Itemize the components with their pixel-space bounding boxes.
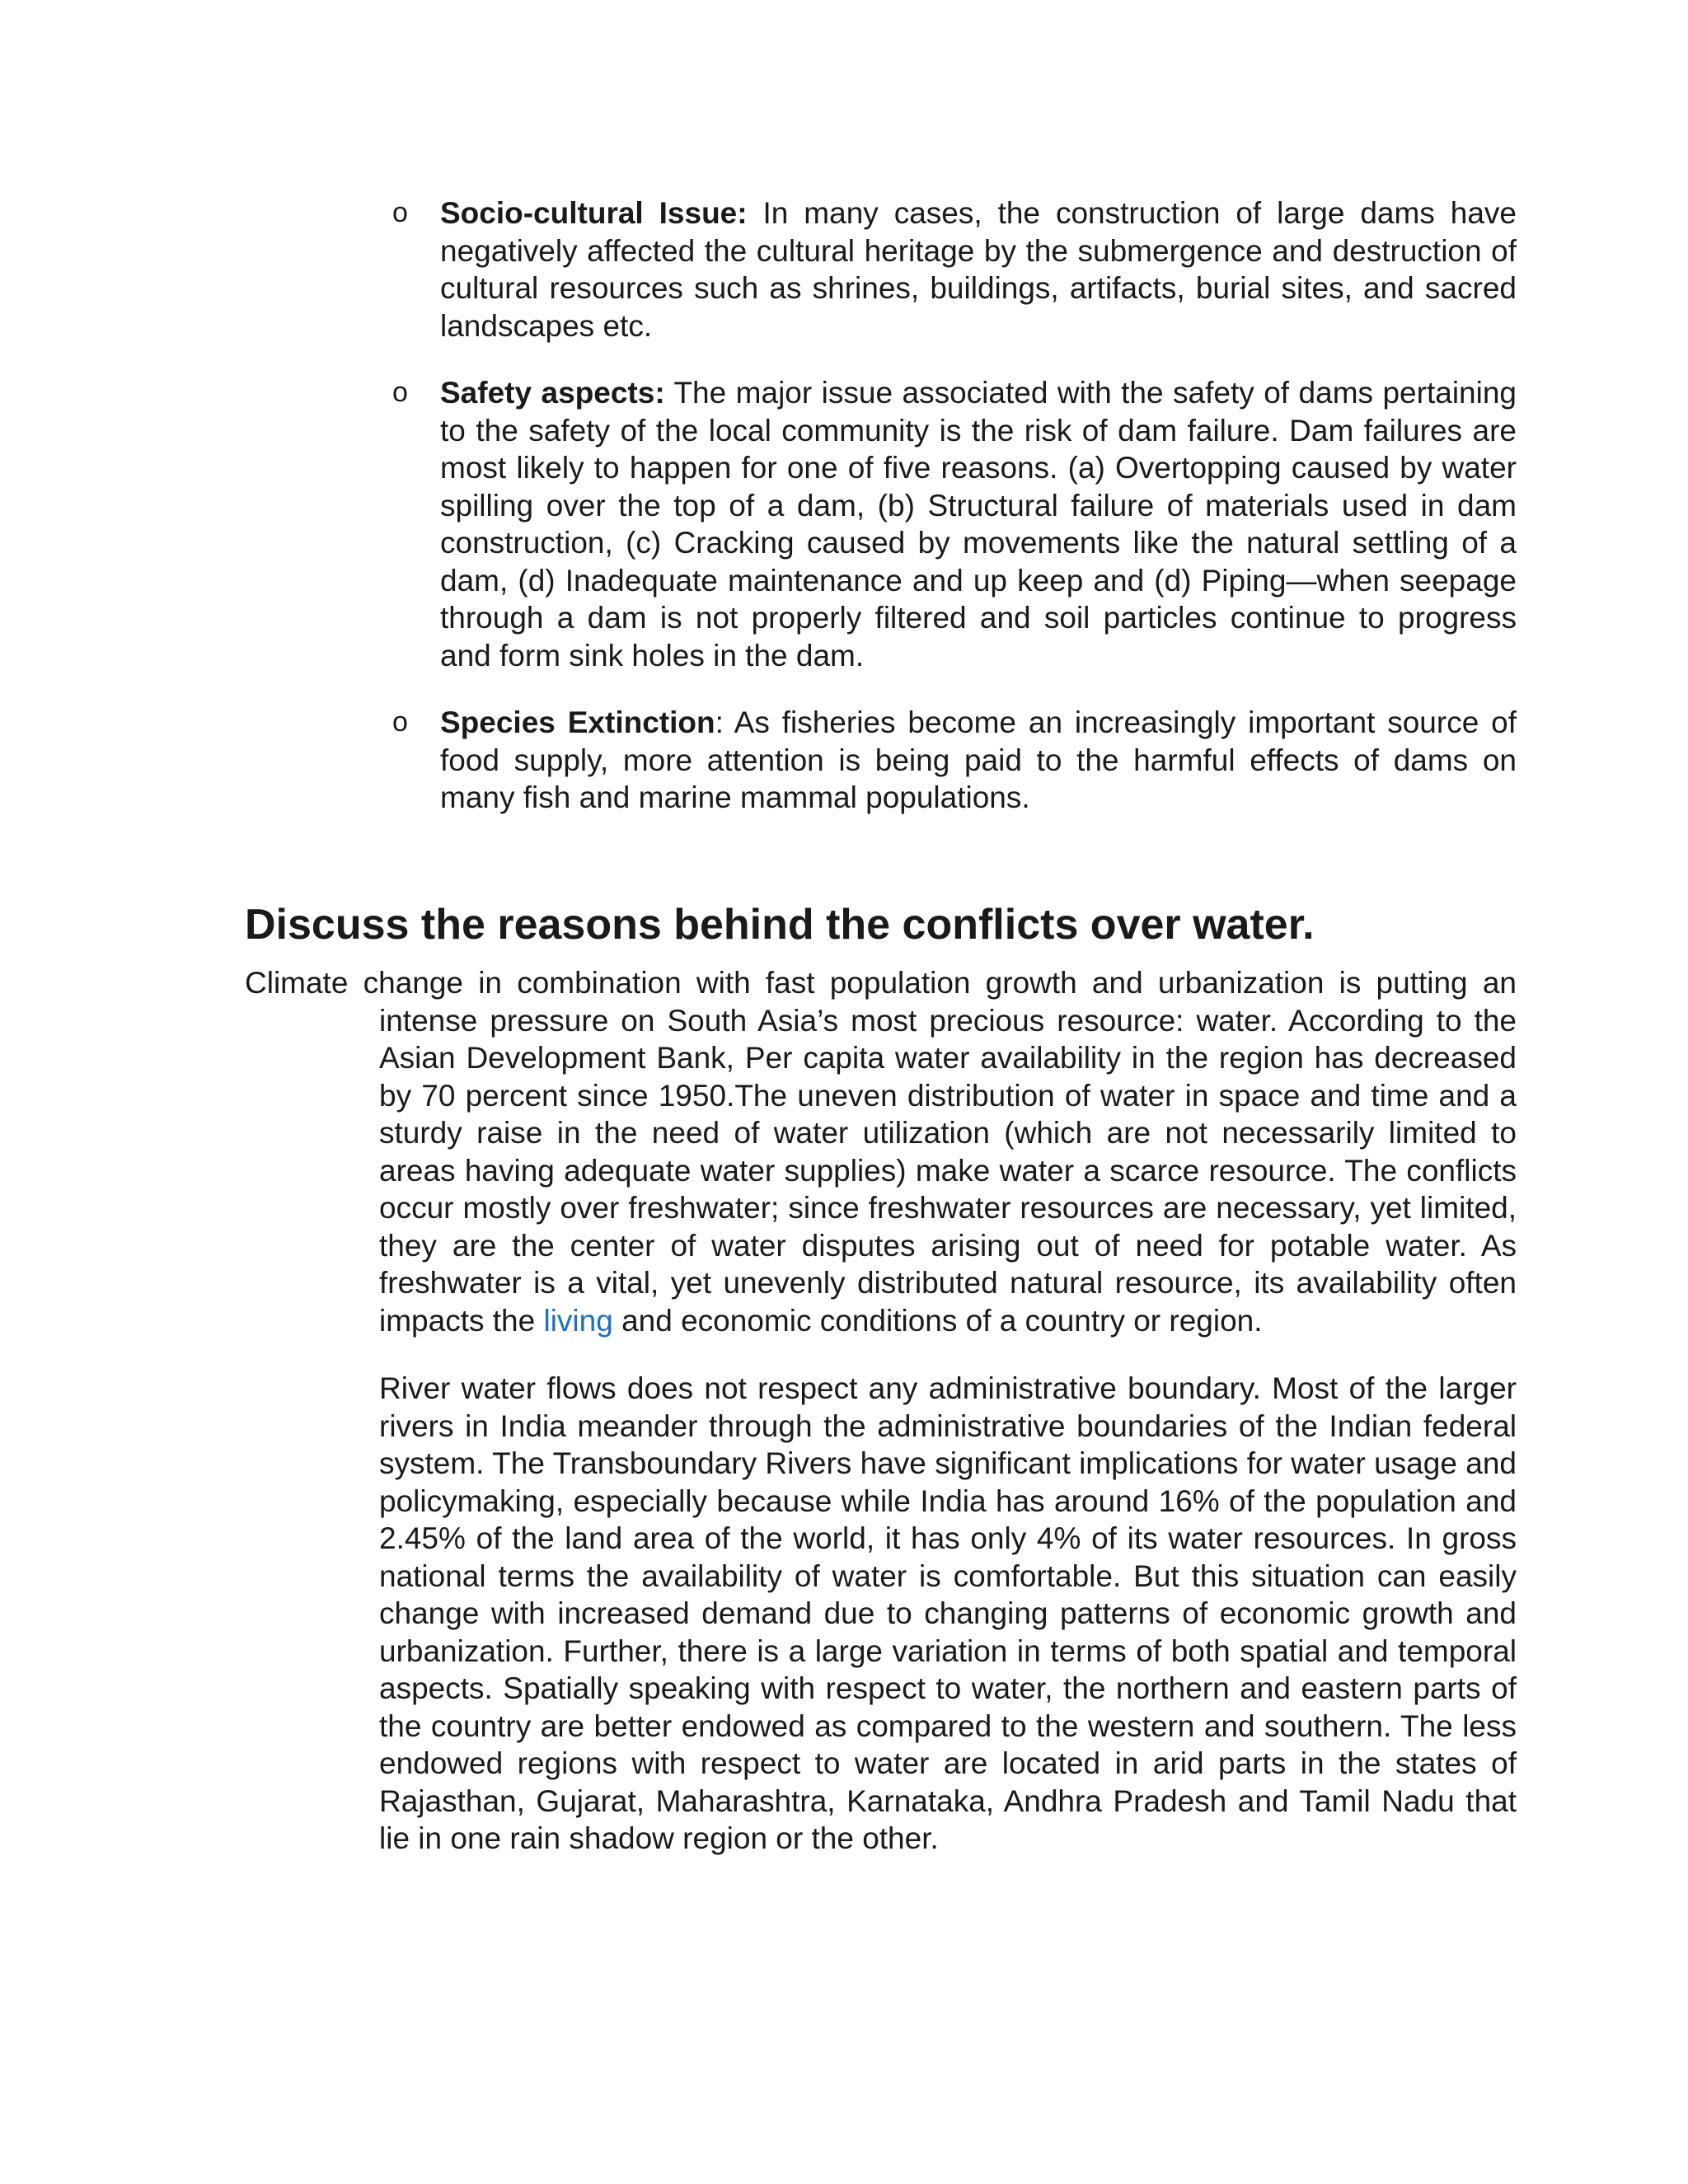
bullet-marker: o <box>392 197 408 228</box>
section-body <box>245 964 1517 1888</box>
bullet-text: The major issue associated with the safety of dams pertaining to the safety of the local community is the risk of dam failure. Dam failures are most likely to happen for one of five reasons. (a) Overtopping caused by water spilling over the top of a dam, (b) Structural failure of materials used in dam construction, (c) Cracking caused by movements like the natural settling of a dam, (d) Inadequate maintenance and up keep and (d) Piping—when seepage through a dam is not properly filtered and soil particles continue to progress and form sink holes in the dam. <box>440 376 1517 673</box>
bullet-marker: o <box>392 706 408 738</box>
section-heading: Discuss the reasons behind the conflicts over water. <box>245 901 1315 949</box>
list-item-species-extinction <box>392 704 1517 817</box>
bullet-title: Socio-cultural Issue: <box>440 196 748 230</box>
bullet-text: : As fisheries become an increasingly important source of food supply, more attention is being paid to the harmful effects of dams on many fish and marine mammal populations. <box>440 705 1517 814</box>
paragraph-text: and economic conditions of a country or region. <box>612 1303 1263 1338</box>
dam-issues-list <box>392 194 1517 846</box>
paragraph-river-water: River water flows does not respect any administrative boundary. Most of the larger rivers in India meander through the administrative boundaries of the Indian federal system. The Transboundary Rivers have significant implications for water usage and policymaking, especially because while India has around 16% of the population and 2.45% of the land area of the world, it has only 4% of its water resources. In gross national terms the availability of water is comfortable. But this situation can easily change with increased demand due to changing patterns of economic growth and urbanization. Further, there is a large variation in terms of both spatial and temporal aspects. Spatially speaking with respect to water, the northern and eastern parts of the country are better endowed as compared to the western and southern. The less endowed regions with respect to water are located in arid parts in the states of Rajasthan, Gujarat, Maharashtra, Karnataka, Andhra Pradesh and Tamil Nadu that lie in one rain shadow region or the other. <box>379 1371 1517 1855</box>
bullet-title: Species Extinction <box>440 705 715 739</box>
list-item-socio-cultural <box>392 194 1517 344</box>
paragraph-climate-change <box>245 964 1517 1339</box>
bullet-marker: o <box>392 377 408 408</box>
list-item-safety-aspects <box>392 374 1517 674</box>
bullet-text: In many cases, the construction of large dams have negatively affected the cultural heritage by the submergence and destruction of cultural resources such as shrines, buildings, artifacts, burial sites, and sacred landscapes etc. <box>440 196 1517 343</box>
living-link[interactable]: living <box>543 1303 613 1338</box>
paragraph-text: Climate change in combination with fast population growth and urbanization is putting an intense pressure on South Asia’s most precious resource: water. According to the Asian Development Bank, Per capita water availability in the region has decreased by 70 percent since 1950.The uneven distribution of water in space and time and a sturdy raise in the need of water utilization (which are not necessarily limited to areas having adequate water supplies) make water a scarce resource. The conflicts occur mostly over freshwater; since freshwater resources are necessary, yet limited, they are the center of water disputes arising out of need for potable water. As freshwater is a vital, yet unevenly distributed natural resource, its availability often impacts the <box>245 966 1517 1338</box>
bullet-title: Safety aspects: <box>440 376 665 410</box>
